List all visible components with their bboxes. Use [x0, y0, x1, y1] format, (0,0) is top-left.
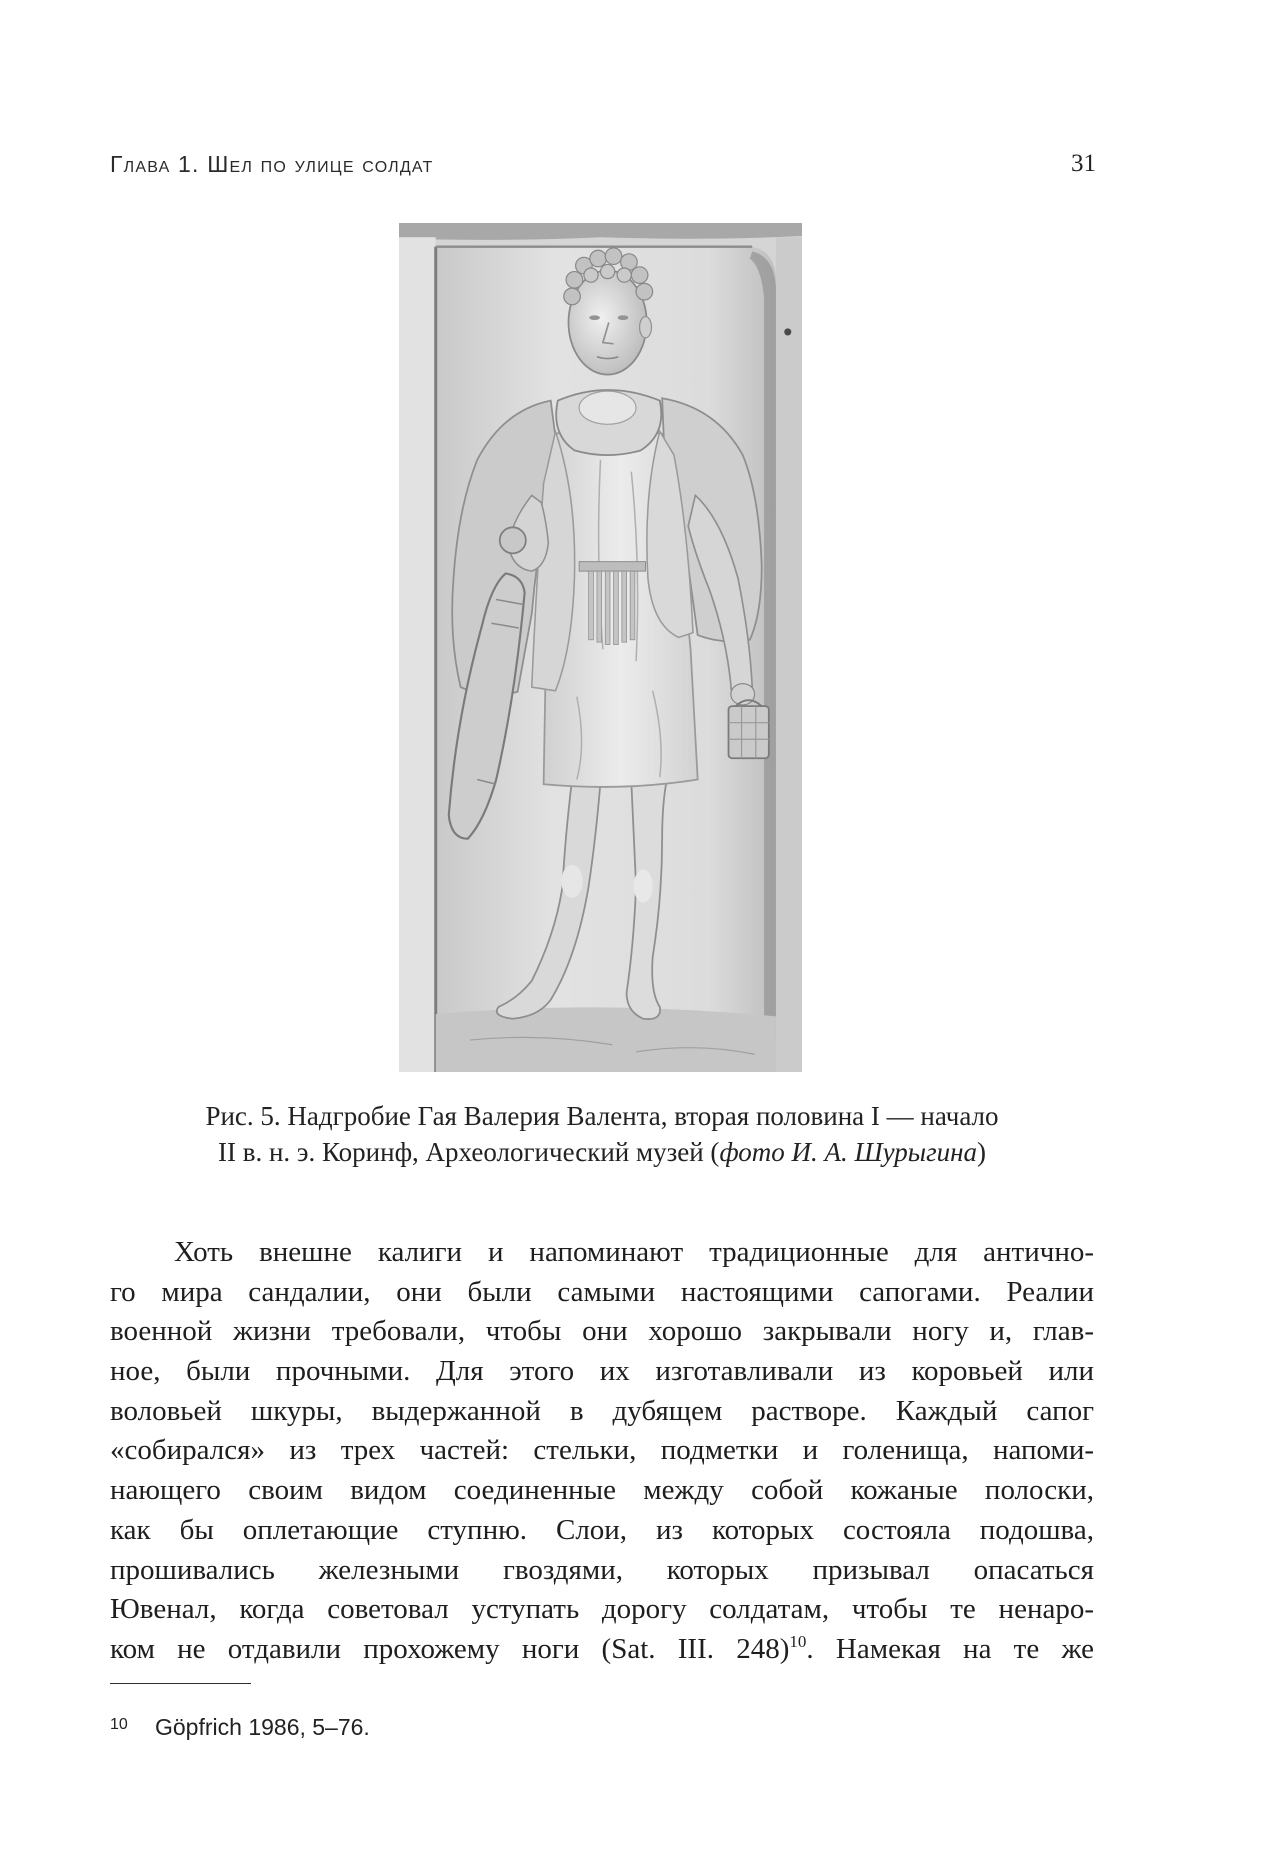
figure-photo	[399, 223, 802, 1072]
body-paragraph	[110, 1233, 1094, 1670]
body-line: нающего своим видом соединенные между собой кожаные полоски,	[110, 1474, 1094, 1507]
body-line: как бы оплетающие ступню. Слои, из которых состояла подошва,	[110, 1513, 1094, 1546]
stele-right-border	[776, 237, 802, 1072]
caption-photo-credit: фото И. А. Шурыгина	[719, 1137, 977, 1167]
last-line-start: ком не отдавили прохожему ноги (Sat. III. 248)	[110, 1632, 790, 1665]
body-line: воловьей шкуры, выдержанной в дубящем растворе. Каждый сапог	[110, 1394, 1094, 1427]
left-knee	[561, 865, 582, 898]
left-eye	[589, 315, 600, 320]
stele-base-ledge	[436, 1007, 776, 1072]
body-line: ное, были прочными. Для этого их изготавливали из коровьей или	[110, 1355, 1094, 1388]
page-number: 31	[1071, 150, 1096, 177]
small-box	[729, 700, 769, 758]
caption-source: II в. н. э. Коринф, Археологический музей (	[217, 1137, 720, 1167]
caption-line-1: Рис. 5. Надгробие Гая Валерия Валента, вторая половина I — начало	[205, 1101, 999, 1131]
right-eye	[618, 315, 629, 320]
stele-relief-image	[399, 223, 802, 1072]
footnote-number: 10	[110, 1716, 128, 1733]
ear	[640, 317, 652, 338]
caption-line-2	[110, 1134, 1094, 1170]
last-line-end: . Намекая на те же	[806, 1632, 1094, 1665]
caption-close-paren: )	[977, 1137, 986, 1167]
stele-left-border	[399, 237, 436, 1072]
running-title: Глава 1. Шел по улице солдат	[110, 151, 434, 177]
footnote	[110, 1712, 370, 1746]
body-line: Хоть внешне калиги и напоминают традиционные для антично-	[174, 1236, 1094, 1268]
sword-pommel	[500, 527, 526, 553]
body-line: прошивались железными гвоздями, которых призывал опасаться	[110, 1553, 1094, 1586]
neck	[579, 391, 636, 424]
body-line: Ювенал, когда советовал уступать дорогу солдатам, чтобы те ненаро-	[110, 1593, 1094, 1626]
footnote-separator	[110, 1683, 251, 1684]
body-line: го мира сандалии, они были самыми настоящими сапогами. Реалии	[110, 1275, 1094, 1308]
right-knee	[634, 870, 653, 903]
body-line: «собирался» из трех частей: стельки, подметки и голенища, напоми-	[110, 1434, 1094, 1467]
figure-caption	[110, 1098, 1094, 1170]
stone-chip	[784, 328, 791, 335]
body-line: военной жизни требовали, чтобы они хорошо закрывали ногу и, глав-	[110, 1315, 1094, 1348]
body-line-last	[110, 1630, 1094, 1670]
footnote-reference[interactable]: 10	[789, 1631, 807, 1651]
box-body	[729, 706, 769, 758]
footnote-text: Göpfrich 1986, 5–76.	[155, 1714, 370, 1740]
belt	[579, 562, 645, 571]
